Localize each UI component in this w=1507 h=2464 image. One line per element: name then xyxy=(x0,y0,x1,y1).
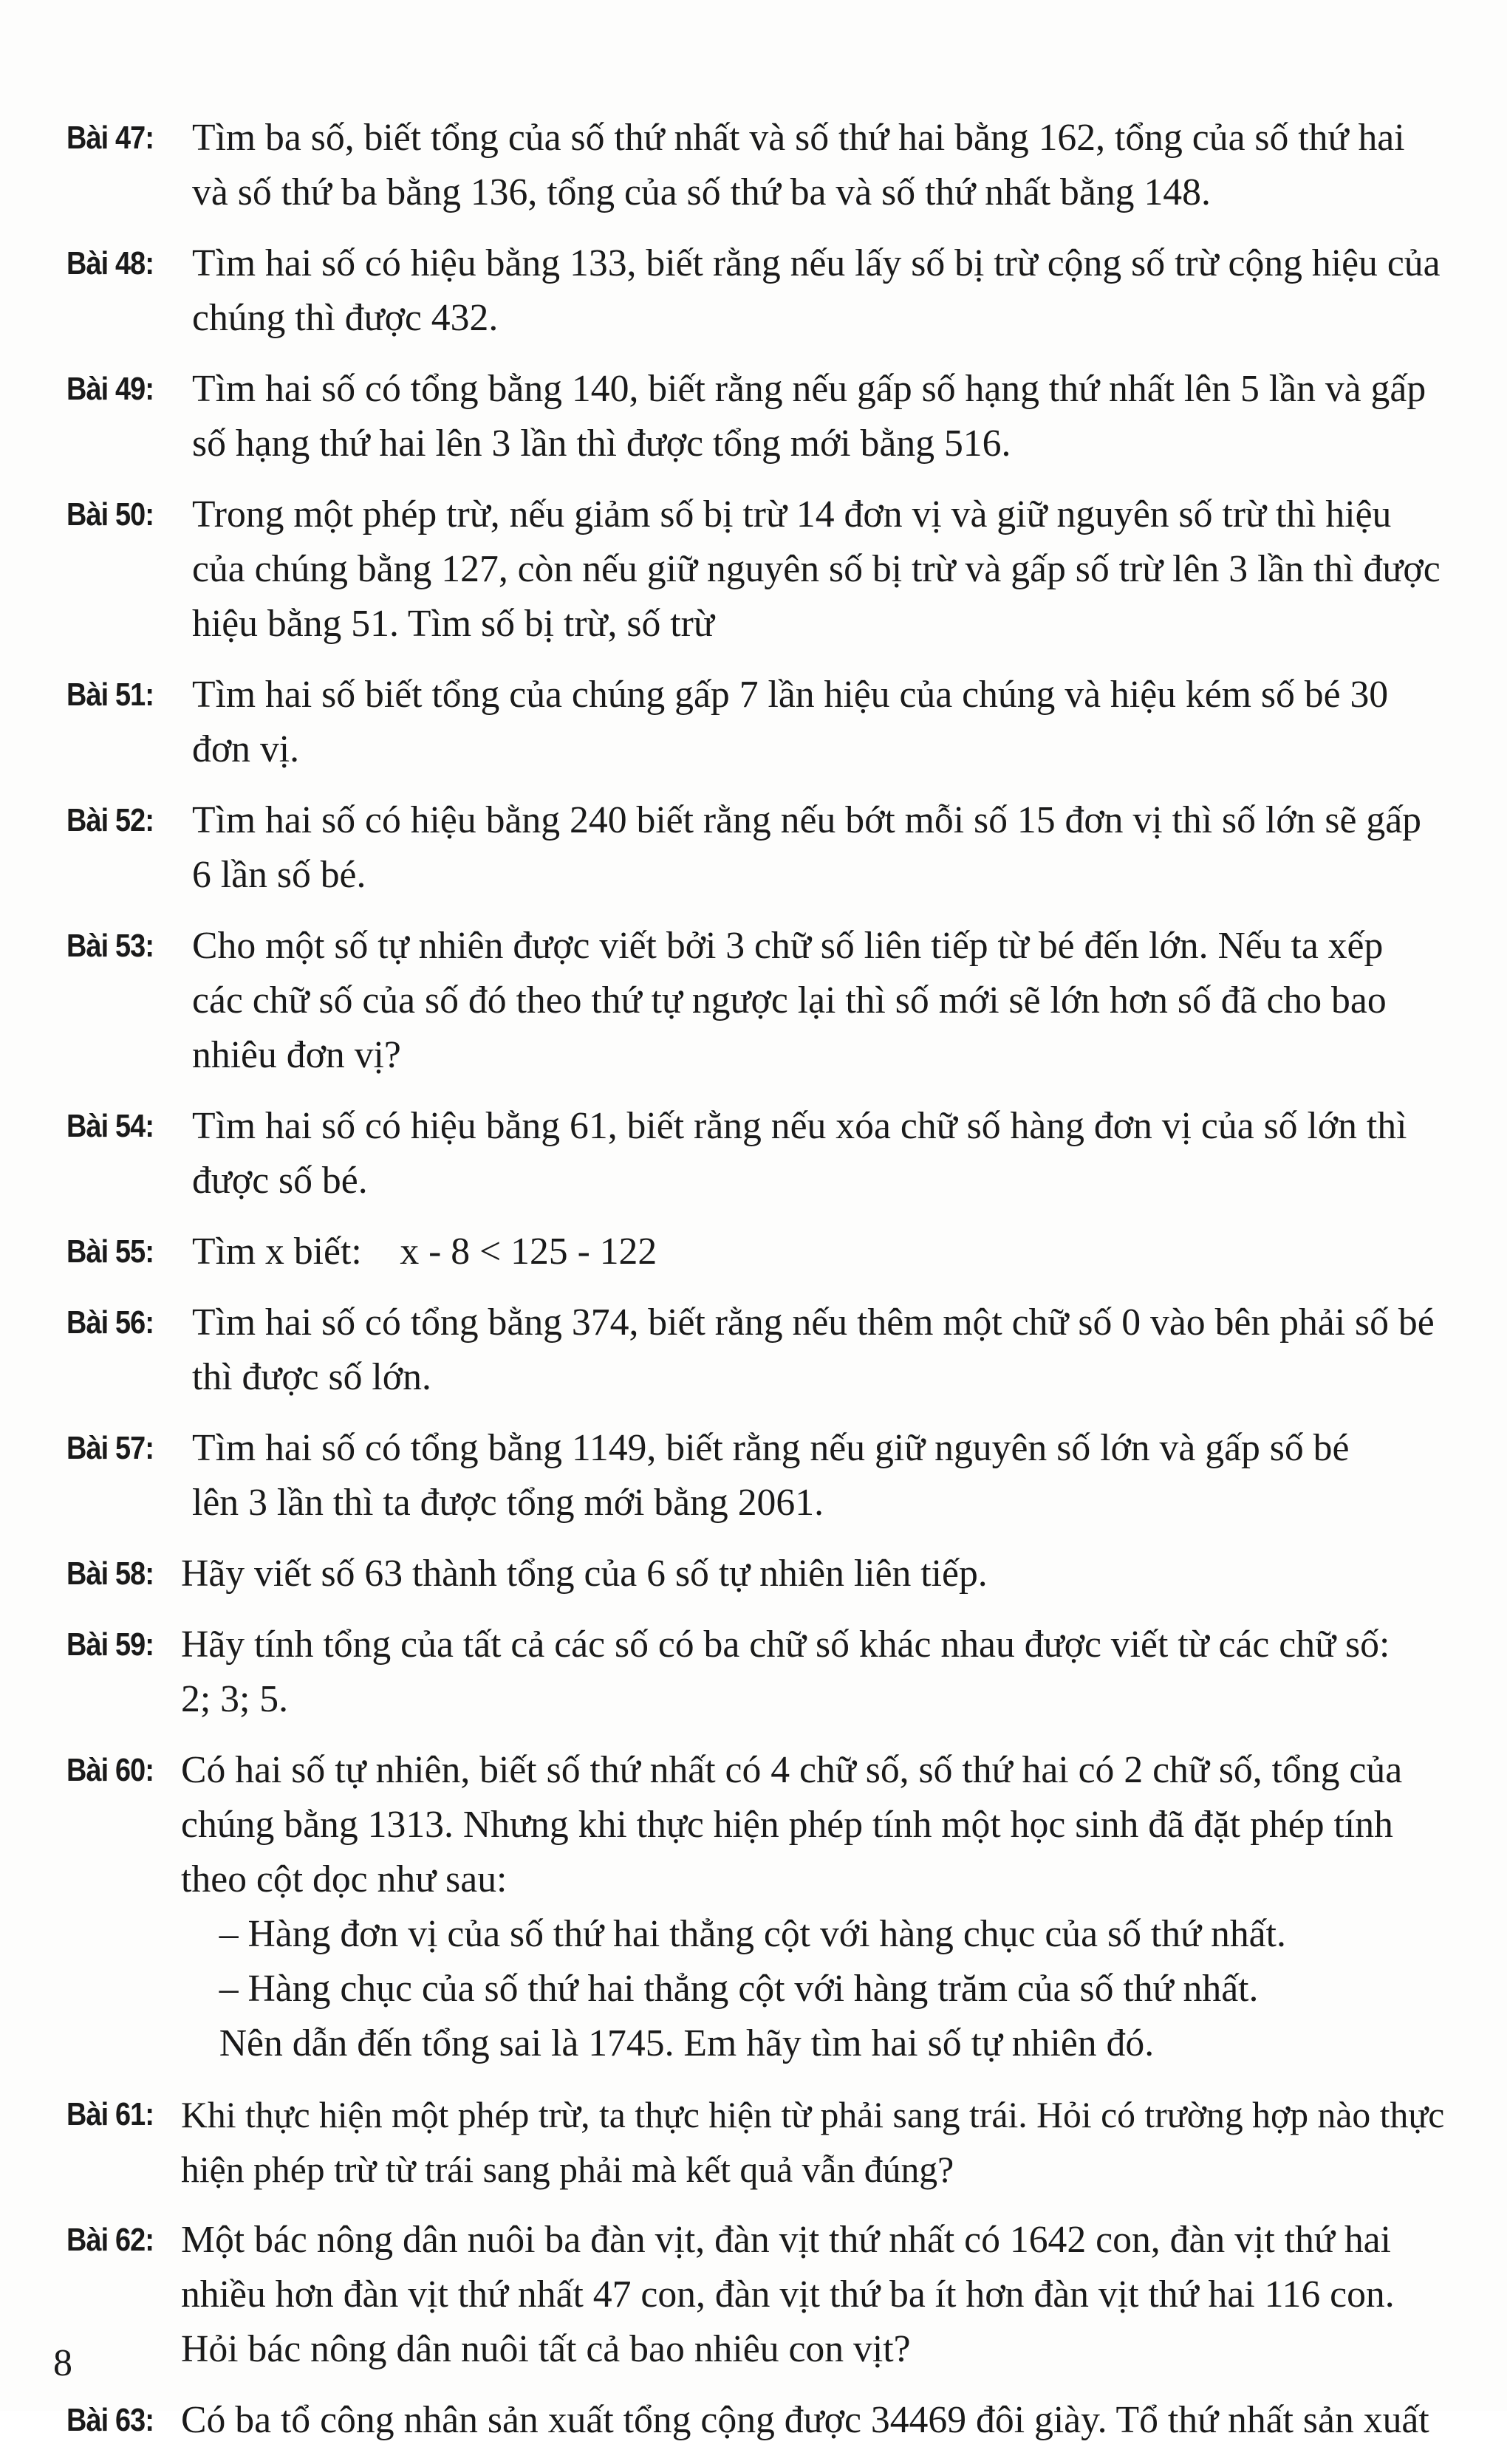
text-line: thì được số lớn. xyxy=(192,1356,431,1398)
problem-text xyxy=(192,487,1485,651)
text-line: Tìm hai số có hiệu bằng 133, biết rằng nếu lấy số bị trừ cộng số trừ cộng hiệu của xyxy=(192,242,1441,284)
problem-text xyxy=(192,793,1485,903)
bullet-item: – Hàng chục của số thứ hai thẳng cột với hàng trăm của số thứ nhất. xyxy=(219,1968,1259,2010)
problem-48 xyxy=(66,236,1485,346)
problem-label: Bài 52: xyxy=(66,802,154,838)
problem-label: Bài 48: xyxy=(66,245,154,281)
problem-text xyxy=(192,111,1485,220)
problem-text xyxy=(181,2087,1485,2197)
problem-56 xyxy=(66,1296,1485,1405)
text-line: Hỏi bác nông dân nuôi tất cả bao nhiêu con vịt? xyxy=(181,2328,911,2370)
problem-60 xyxy=(66,1743,1485,2071)
problem-51 xyxy=(66,668,1485,777)
problem-52 xyxy=(66,793,1485,903)
text-line: Tìm hai số có hiệu bằng 61, biết rằng nếu xóa chữ số hàng đơn vị của số lớn thì xyxy=(192,1105,1407,1147)
bullet-item: – Hàng đơn vị của số thứ hai thẳng cột với hàng chục của số thứ nhất. xyxy=(219,1913,1286,1955)
text-line: Hãy viết số 63 thành tổng của 6 số tự nhiên liên tiếp. xyxy=(181,1553,988,1595)
text-line: Nên dẫn đến tổng sai là 1745. Em hãy tìm hai số tự nhiên đó. xyxy=(219,2022,1155,2064)
text-line: Tìm hai số biết tổng của chúng gấp 7 lần hiệu của chúng và hiệu kém số bé 30 xyxy=(192,674,1389,716)
problem-text xyxy=(181,1743,1485,2071)
text-line: hiệu bằng 51. Tìm số bị trừ, số trừ xyxy=(192,603,714,645)
problem-text xyxy=(181,2393,1485,2448)
text-line: Tìm hai số có tổng bằng 140, biết rằng nếu gấp số hạng thứ nhất lên 5 lần và gấp xyxy=(192,368,1426,410)
text-line: Có ba tổ công nhân sản xuất tổng cộng được 34469 đôi giày. Tổ thứ nhất sản xuất xyxy=(181,2399,1429,2441)
text-line: các chữ số của số đó theo thứ tự ngược lại thì số mới sẽ lớn hơn số đã cho bao xyxy=(192,979,1387,1021)
problem-label: Bài 58: xyxy=(66,1556,154,1592)
problem-text xyxy=(192,1225,1485,1279)
problem-list xyxy=(66,111,1485,2464)
text-line: được số bé. xyxy=(192,1160,368,1202)
problem-text xyxy=(192,668,1485,777)
problem-text xyxy=(192,362,1485,471)
problem-label: Bài 50: xyxy=(66,496,154,533)
problem-label: Bài 47: xyxy=(66,120,154,156)
text-line: Một bác nông dân nuôi ba đàn vịt, đàn vịt thứ nhất có 1642 con, đàn vịt thứ hai xyxy=(181,2219,1391,2261)
problem-62 xyxy=(66,2213,1485,2377)
problem-label: Bài 56: xyxy=(66,1304,154,1341)
problem-label: Bài 57: xyxy=(66,1430,154,1466)
problem-label: Bài 51: xyxy=(66,677,154,713)
problem-55 xyxy=(66,1225,1485,1279)
text-line: và số thứ ba bằng 136, tổng của số thứ ba và số thứ nhất bằng 148. xyxy=(192,171,1211,213)
text-line: số hạng thứ hai lên 3 lần thì được tổng mới bằng 516. xyxy=(192,422,1011,465)
problem-58 xyxy=(66,1547,1485,1601)
problem-50 xyxy=(66,487,1485,651)
problem-57 xyxy=(66,1421,1485,1530)
problem-label: Bài 59: xyxy=(66,1626,154,1663)
problem-text xyxy=(192,1296,1485,1405)
problem-63 xyxy=(66,2393,1485,2448)
text-line: lên 3 lần thì ta được tổng mới bằng 2061. xyxy=(192,1482,824,1524)
problem-label: Bài 62: xyxy=(66,2222,154,2258)
text-line: chúng bằng 1313. Nhưng khi thực hiện phép tính một học sinh đã đặt phép tính xyxy=(181,1804,1393,1846)
text-line: 6 lần số bé. xyxy=(192,854,366,896)
page-number: 8 xyxy=(53,2342,72,2384)
problem-54 xyxy=(66,1099,1485,1208)
text-line: Hãy tính tổng của tất cả các số có ba chữ số khác nhau được viết từ các chữ số: xyxy=(181,1623,1390,1666)
problem-label: Bài 55: xyxy=(66,1233,154,1270)
text-line: của chúng bằng 127, còn nếu giữ nguyên số bị trừ và gấp số trừ lên 3 lần thì được xyxy=(192,548,1441,590)
problem-49 xyxy=(66,362,1485,471)
problem-label: Bài 60: xyxy=(66,1752,154,1788)
text-line: 2; 3; 5. xyxy=(181,1678,289,1720)
text-line: Trong một phép trừ, nếu giảm số bị trừ 14 đơn vị và giữ nguyên số trừ thì hiệu xyxy=(192,493,1392,535)
text-line: Tìm hai số có tổng bằng 374, biết rằng nếu thêm một chữ số 0 vào bên phải số bé xyxy=(192,1301,1435,1344)
problem-61 xyxy=(66,2087,1485,2197)
problem-text xyxy=(192,1099,1485,1208)
text-line: Tìm x biết: x - 8 < 125 - 122 xyxy=(192,1231,657,1273)
problem-text xyxy=(181,1618,1485,1727)
problem-text xyxy=(181,1547,1485,1601)
text-line: chúng thì được 432. xyxy=(192,297,499,339)
text-line: Cho một số tự nhiên được viết bởi 3 chữ số liên tiếp từ bé đến lớn. Nếu ta xếp xyxy=(192,925,1384,967)
text-line: hiện phép trừ từ trái sang phải mà kết quả vẫn đúng? xyxy=(181,2149,954,2190)
problem-47 xyxy=(66,111,1485,220)
problem-label: Bài 53: xyxy=(66,928,154,964)
text-line: Tìm hai số có tổng bằng 1149, biết rằng nếu giữ nguyên số lớn và gấp số bé xyxy=(192,1427,1350,1469)
text-line: Tìm ba số, biết tổng của số thứ nhất và số thứ hai bằng 162, tổng của số thứ hai xyxy=(192,117,1405,159)
problem-53 xyxy=(66,919,1485,1083)
problem-text xyxy=(192,1421,1485,1530)
text-line: nhiêu đơn vị? xyxy=(192,1034,401,1076)
text-line: đơn vị. xyxy=(192,728,300,770)
problem-label: Bài 63: xyxy=(66,2402,154,2438)
problem-text xyxy=(192,236,1485,346)
text-line: nhiều hơn đàn vịt thứ nhất 47 con, đàn vịt thứ ba ít hơn đàn vịt thứ hai 116 con. xyxy=(181,2273,1395,2316)
text-line: Tìm hai số có hiệu bằng 240 biết rằng nếu bớt mỗi số 15 đơn vị thì số lớn sẽ gấp xyxy=(192,799,1422,841)
problem-label: Bài 54: xyxy=(66,1108,154,1144)
text-line: Khi thực hiện một phép trừ, ta thực hiện từ phải sang trái. Hỏi có trường hợp nào thực xyxy=(181,2094,1445,2135)
problem-label: Bài 61: xyxy=(66,2096,154,2132)
text-line: Có hai số tự nhiên, biết số thứ nhất có 4 chữ số, số thứ hai có 2 chữ số, tổng của xyxy=(181,1749,1403,1791)
problem-text xyxy=(181,2213,1485,2377)
problem-label: Bài 49: xyxy=(66,371,154,407)
problem-59 xyxy=(66,1618,1485,1727)
problem-text xyxy=(192,919,1485,1083)
text-line: theo cột dọc như sau: xyxy=(181,1858,508,1900)
